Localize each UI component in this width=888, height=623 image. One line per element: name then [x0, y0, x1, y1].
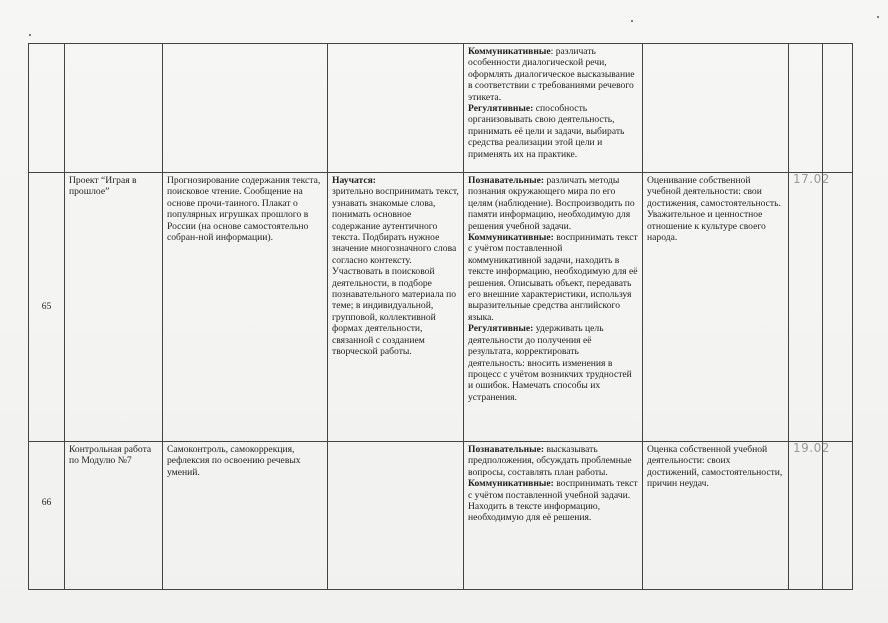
- personal-results-cell: [643, 44, 789, 173]
- scan-dot-mark: [877, 16, 879, 18]
- meta-text: высказывать предположения, обсуждать проблемные вопросы, составлять план работы.: [468, 444, 632, 478]
- lesson-number: [29, 44, 65, 173]
- meta-item: [468, 175, 638, 232]
- meta-label: Коммуникативные:: [468, 232, 554, 244]
- subject-heading: Научатся:: [332, 175, 377, 186]
- subject-results-cell: [328, 442, 464, 590]
- meta-text: : различать особенности диалогической речи, оформлять диалогическое высказывание в соответствии с требованиями речевого этикета.: [468, 46, 635, 103]
- meta-item: [468, 103, 638, 160]
- meta-label: Познавательные:: [468, 444, 545, 455]
- meta-item: [468, 46, 638, 103]
- activities-cell: [163, 44, 328, 173]
- meta-label: Коммуникативные: [468, 46, 551, 57]
- scan-dot-mark: [29, 34, 31, 36]
- subject-text: зрительно воспринимать текст, узнавать знакомые слова, понимать основное содержание аутентичного текста. Подбирать нужное значение многозначного слова согласно контексту. Участвовать в поисковой деятельности, в подборе познавательного материала по теме; в индивидуальной, групповой, коллективной формах деятельности, связанной с созданием творческой работы.: [332, 186, 459, 358]
- meta-results-cell: [464, 442, 643, 590]
- activities-cell: Самоконтроль, самокоррекция, рефлексия по освоению речевых умений.: [163, 442, 328, 590]
- date-plan-cell: [789, 172, 830, 442]
- date-handwritten: 17.02: [793, 172, 830, 186]
- meta-results-cell: [464, 44, 643, 173]
- meta-text: воспринимать текст с учётом поставленной учебной задачи. Находить в тексте информацию, необходимую для её решения.: [468, 478, 638, 524]
- lesson-topic: Проект “Играя в прошлое”: [65, 173, 163, 442]
- personal-results-cell: Оценка собственной учебной деятельности: своих достижений, самостоятельности, причин неудач.: [643, 442, 789, 590]
- date-fact-cell: [823, 173, 853, 442]
- table-row: [29, 44, 853, 173]
- date-handwritten: 19.02: [793, 441, 830, 455]
- meta-label: Регулятивные:: [468, 323, 534, 335]
- lesson-topic: Контрольная работа по Модулю №7: [65, 442, 163, 590]
- date-plan-cell: [789, 441, 830, 590]
- lesson-topic: [65, 44, 163, 173]
- meta-item: [468, 323, 638, 403]
- meta-item: [468, 232, 638, 323]
- meta-text: различать методы познания окружающего мира по его целям (наблюдение). Воспроизводить по памяти информацию, необходимую для решения учебной задачи.: [468, 175, 635, 232]
- activities-cell: Прогнозирование содержания текста, поисковое чтение. Сообщение на основе прочи-таиного. Плакат о популярных игрушках прошлого в России (на основе самостоятельно собран-ной информации).: [163, 173, 328, 442]
- meta-text: способность организовывать свою деятельность, принимать её цели и задачи, выбирать средства реализации этой цели и применять их на практике.: [468, 103, 625, 160]
- table-row: [29, 442, 853, 590]
- scan-dot-mark: [631, 20, 633, 22]
- subject-results-cell: [328, 173, 464, 442]
- date-fact-cell: [823, 44, 853, 173]
- lesson-plan-table: [28, 43, 853, 590]
- meta-text: удерживать цель деятельности до получения её результата, корректировать деятельность: вносить изменения в процесс с учётом возникчих трудностей и ошибок. Намечать способы их устранения.: [468, 323, 632, 403]
- date-fact-cell: [823, 442, 853, 590]
- subject-results-cell: [328, 44, 464, 173]
- personal-results-cell: Оценивание собственной учебной деятельности: свои достижения, самостоятельность. Уважительное и ценностное отношение к культуре своего народа.: [643, 173, 789, 442]
- meta-item: [468, 478, 638, 524]
- meta-results-cell: [464, 173, 643, 442]
- meta-label: Коммуникативные:: [468, 478, 554, 490]
- meta-text: воспринимать текст с учётом поставленной коммуникативной задачи, находить в тексте информацию, необходимую для её решения. Описывать объект, передавать его внешние характеристики, используя выразительные средства английского языка.: [468, 232, 638, 323]
- date-plan-cell: [789, 44, 823, 173]
- lesson-number: 66: [29, 442, 65, 590]
- meta-label: Познавательные:: [468, 175, 545, 186]
- meta-item: [468, 444, 638, 478]
- lesson-number: 65: [29, 173, 65, 442]
- meta-label: Регулятивные:: [468, 103, 534, 115]
- table-row: [29, 173, 853, 442]
